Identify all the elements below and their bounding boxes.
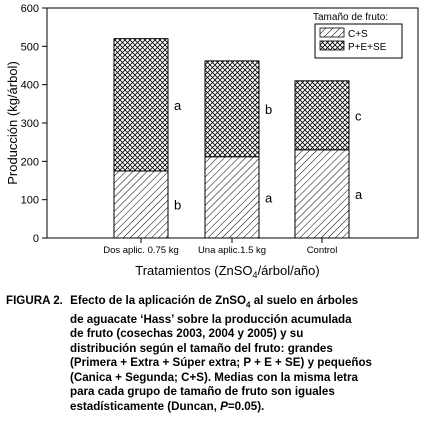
caption-line: de aguacate ‘Hass’ sobre la producción acumulada bbox=[70, 312, 352, 326]
legend-entry: P+E+SE bbox=[348, 42, 387, 53]
caption-line: para cada grupo de tamaño de fruto son iguales bbox=[70, 385, 335, 399]
y-tick-label: 100 bbox=[20, 194, 39, 207]
bar-c-s bbox=[205, 157, 259, 238]
y-tick-label: 300 bbox=[20, 118, 39, 130]
x-axis-label: Tratamientos (ZnSO$_4$/árbol/año) bbox=[135, 263, 320, 280]
caption-label: FIGURA 2. bbox=[6, 294, 63, 307]
significance-letter: b bbox=[174, 197, 182, 213]
bar-c-s bbox=[114, 171, 168, 238]
caption-line: (Primera + Extra + Súper extra; P + E + SE) y pequeños bbox=[70, 356, 372, 370]
y-tick-label: 200 bbox=[20, 156, 39, 169]
caption-line: de fruto (cosechas 2003, 2004 y 2005) y su bbox=[70, 327, 304, 341]
bar-p-e-se bbox=[114, 39, 168, 171]
y-tick-label: 0 bbox=[32, 233, 39, 245]
significance-letter: a bbox=[174, 97, 182, 113]
significance-letter: a bbox=[355, 186, 363, 202]
bar-p-e-se bbox=[295, 81, 349, 150]
significance-letter: b bbox=[265, 101, 273, 117]
y-tick-label: 400 bbox=[20, 79, 39, 92]
bar-c-s bbox=[295, 150, 349, 238]
y-tick-label: 500 bbox=[20, 41, 39, 54]
caption-line: (Canica + Segunda; C+S). Medias con la misma letra bbox=[70, 370, 359, 384]
y-tick-label: 600 bbox=[20, 3, 39, 15]
legend-swatch bbox=[320, 28, 344, 37]
bar-p-e-se bbox=[205, 61, 259, 157]
significance-letter: a bbox=[265, 190, 273, 206]
significance-letter: c bbox=[355, 108, 362, 124]
figure-caption bbox=[6, 294, 420, 414]
y-axis-label: Producción (kg/árbol) bbox=[5, 61, 20, 185]
caption-line: estadísticamente (Duncan, P=0.05). bbox=[70, 399, 265, 413]
caption-text bbox=[6, 294, 420, 414]
x-tick-label: Control bbox=[306, 245, 338, 256]
legend-title: Tamaño de fruto: bbox=[313, 12, 389, 23]
caption-line: distribución según el tamaño del fruto: grandes bbox=[70, 341, 333, 355]
caption-line: Efecto de la aplicación de ZnSO$_4$ al suelo en árboles bbox=[70, 294, 359, 310]
x-tick-label: Una aplic.1.5 kg bbox=[197, 245, 267, 256]
x-tick-label: Dos aplic. 0.75 kg bbox=[103, 245, 179, 256]
legend-entry: C+S bbox=[348, 29, 368, 40]
legend-swatch bbox=[320, 41, 344, 50]
